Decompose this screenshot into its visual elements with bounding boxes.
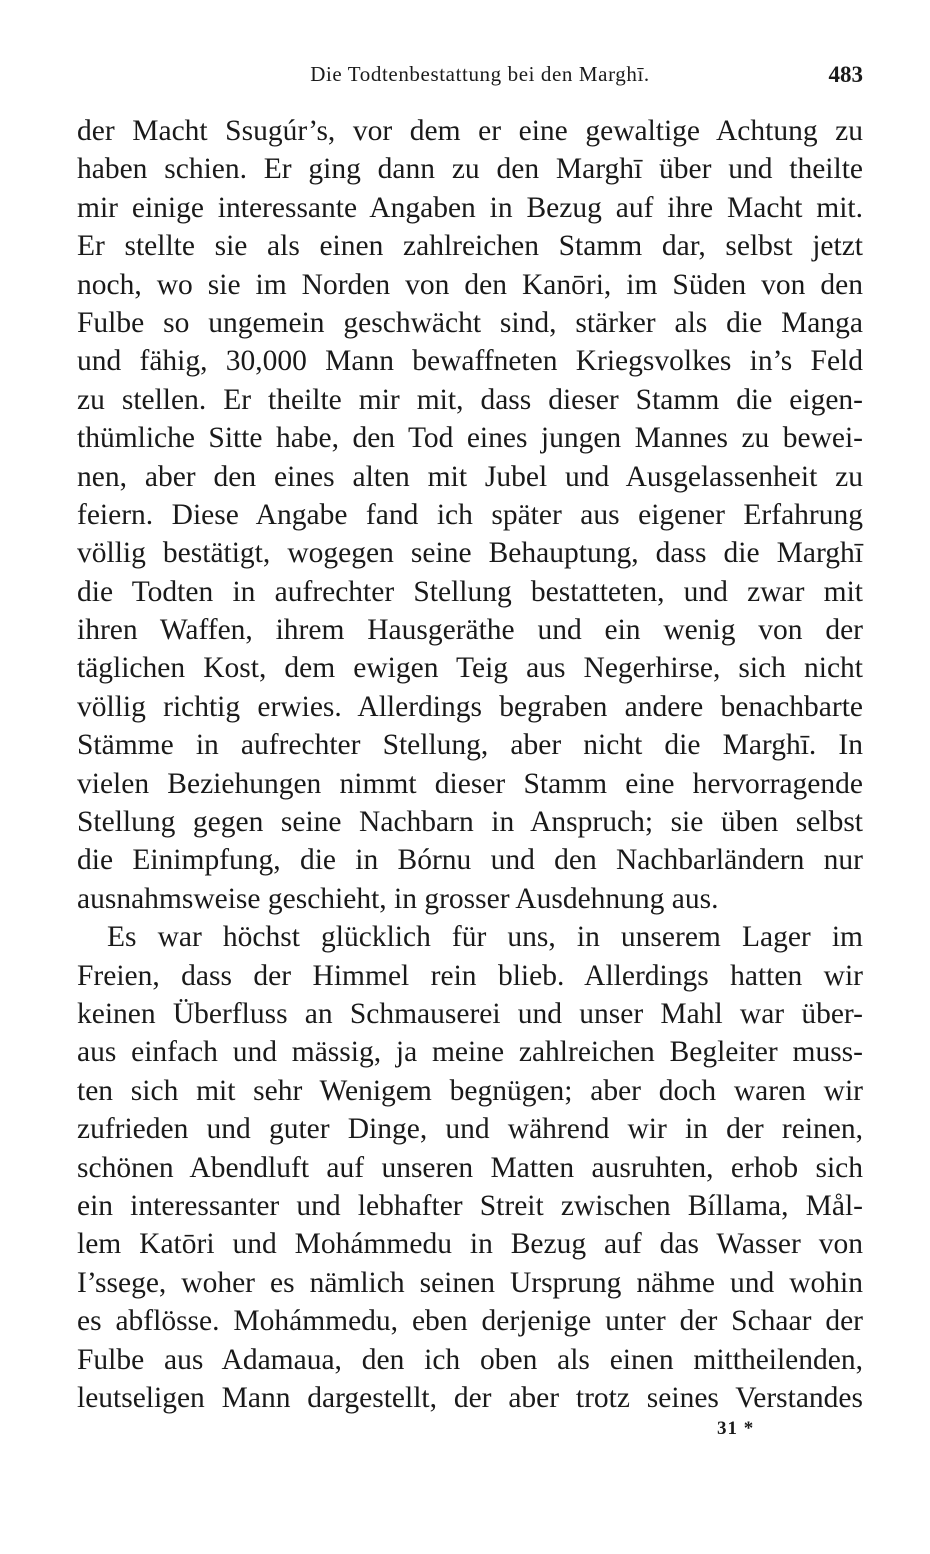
text-line: völlig bestätigt, wogegen seine Behauptung, dass die Marghī [77,537,863,570]
text-line: keinen Überfluss an Schmauserei und unser Mahl war über- [77,997,863,1030]
body-text [77,112,863,1417]
paragraph-last-line: ausnahmsweise geschieht, in grosser Ausdehnung aus. [77,882,719,915]
text-line: die Einimpfung, die in Bórnu und den Nachbarländern nur [77,844,863,877]
text-line: der Macht Ssugúr’s, vor dem er eine gewaltige Achtung zu [77,115,863,147]
text-line: haben schien. Er ging dann zu den Marghī über und theilte [77,153,863,186]
text-line: mir einige interessante Angaben in Bezug auf ihre Macht mit. [77,191,863,224]
text-line: thümliche Sitte habe, den Tod eines jungen Mannes zu bewei- [77,422,863,455]
text-line: ihren Waffen, ihrem Hausgeräthe und ein wenig von der [77,614,863,647]
text-line: I’ssege, woher es nämlich seinen Ursprung nähme und wohin [77,1266,863,1299]
running-title: Die Todtenbestattung bei den Marghī. [310,62,650,86]
text-line: noch, wo sie im Norden von den Kanōri, im Süden von den [77,268,863,301]
text-line: ein interessanter und lebhafter Streit zwischen Bíllama, Mål- [77,1189,863,1222]
text-line: Fulbe aus Adamaua, den ich oben als einen mittheilenden, [77,1343,863,1376]
text-line: und fähig, 30,000 Mann bewaffneten Kriegsvolkes in’s Feld [77,345,863,378]
text-line: schönen Abendluft auf unseren Matten ausruhten, erhob sich [77,1151,863,1184]
text-line: vielen Beziehungen nimmt dieser Stamm eine hervorragende [77,767,863,800]
text-line: die Todten in aufrechter Stellung bestatteten, und zwar mit [77,575,863,608]
text-line: Stämme in aufrechter Stellung, aber nicht die Marghī. In [77,729,863,762]
text-line: feiern. Diese Angabe fand ich später aus eigener Erfahrung [77,498,863,531]
signature-mark: 31 * [717,1418,755,1439]
running-head [77,62,863,92]
text-line: lem Katōri und Mohámmedu in Bezug auf das Wasser von [77,1228,863,1261]
text-line: Er stellte sie als einen zahlreichen Stamm dar, selbst jetzt [77,230,863,263]
page-number: 483 [828,62,863,87]
text-line: Stellung gegen seine Nachbarn in Anspruch; sie üben selbst [77,806,863,839]
text-line: ten sich mit sehr Wenigem begnügen; aber doch waren wir [77,1074,863,1107]
text-line: Freien, dass der Himmel rein blieb. Allerdings hatten wir [77,959,863,992]
text-line: Fulbe so ungemein geschwächt sind, stärker als die Manga [77,306,863,339]
text-line: zufrieden und guter Dinge, und während wir in der reinen, [77,1113,863,1146]
text-line: völlig richtig erwies. Allerdings begraben andere benachbarte [77,690,863,723]
text-line: täglichen Kost, dem ewigen Teig aus Negerhirse, sich nicht [77,652,863,685]
text-line: nen, aber den eines alten mit Jubel und Ausgelassenheit zu [77,460,863,493]
paragraph-first-line: Es war höchst glücklich für uns, in unserem Lager im [107,921,863,954]
text-line: leutseligen Mann dargestellt, der aber trotz seines Verstandes [77,1381,863,1414]
text-line: aus einfach und mässig, ja meine zahlreichen Begleiter muss- [77,1036,863,1069]
text-line: zu stellen. Er theilte mir mit, dass dieser Stamm die eigen- [77,383,863,416]
text-line: es abflösse. Mohámmedu, eben derjenige unter der Schaar der [77,1305,863,1338]
